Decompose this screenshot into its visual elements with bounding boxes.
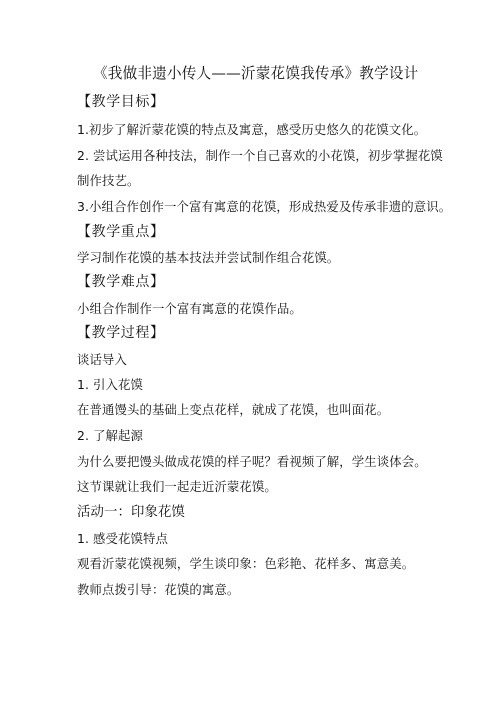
document-title: 《我做非遗小传人——沂蒙花馍我传承》教学设计: [93, 65, 419, 82]
activity-1-step-1-text-2: 教师点拨引导：花馍的寓意。: [77, 582, 240, 597]
difficulties-text: 小组合作制作一个富有寓意的花馍作品。: [77, 301, 302, 316]
process-step-2-title: 2. 了解起源: [77, 428, 144, 443]
activity-1-step-1-title: 1. 感受花馍特点: [77, 531, 169, 546]
key-points-text: 学习制作花馍的基本技法并尝试制作组合花馍。: [77, 250, 340, 265]
activity-1-step-1-text-1: 观看沂蒙花馍视频，学生谈印象：色彩艳、花样多、寓意美。: [77, 556, 415, 571]
process-step-2-text-1: 为什么要把馒头做成花馍的样子呢？看视频了解，学生谈体会。: [77, 454, 427, 469]
section-heading-difficulties: 【教学难点】: [77, 274, 165, 290]
section-heading-key-points: 【教学重点】: [77, 224, 165, 240]
goal-item-3: 3.小组合作创作一个富有寓意的花馍，形成热爱及传承非遗的意识。: [77, 199, 452, 214]
goal-item-1: 1.初步了解沂蒙花馍的特点及寓意，感受历史悠久的花馍文化。: [77, 122, 427, 137]
process-step-2-text-2: 这节课就让我们一起走近沂蒙花馍。: [77, 479, 277, 494]
process-intro: 谈话导入: [77, 352, 127, 367]
section-heading-goals: 【教学目标】: [77, 94, 165, 110]
process-step-1-text: 在普通馒头的基础上变点花样，就成了花馍，也叫面花。: [77, 402, 390, 417]
activity-1-heading: 活动一：印象花馍: [77, 505, 185, 520]
section-heading-process: 【教学过程】: [77, 325, 165, 341]
goal-item-2-line-1: 2. 尝试运用各种技法，制作一个自己喜欢的小花馍，初步掌握花馍: [77, 148, 443, 163]
goal-item-2-line-2: 制作技艺。: [77, 173, 140, 188]
process-step-1-title: 1. 引入花馍: [77, 377, 144, 392]
